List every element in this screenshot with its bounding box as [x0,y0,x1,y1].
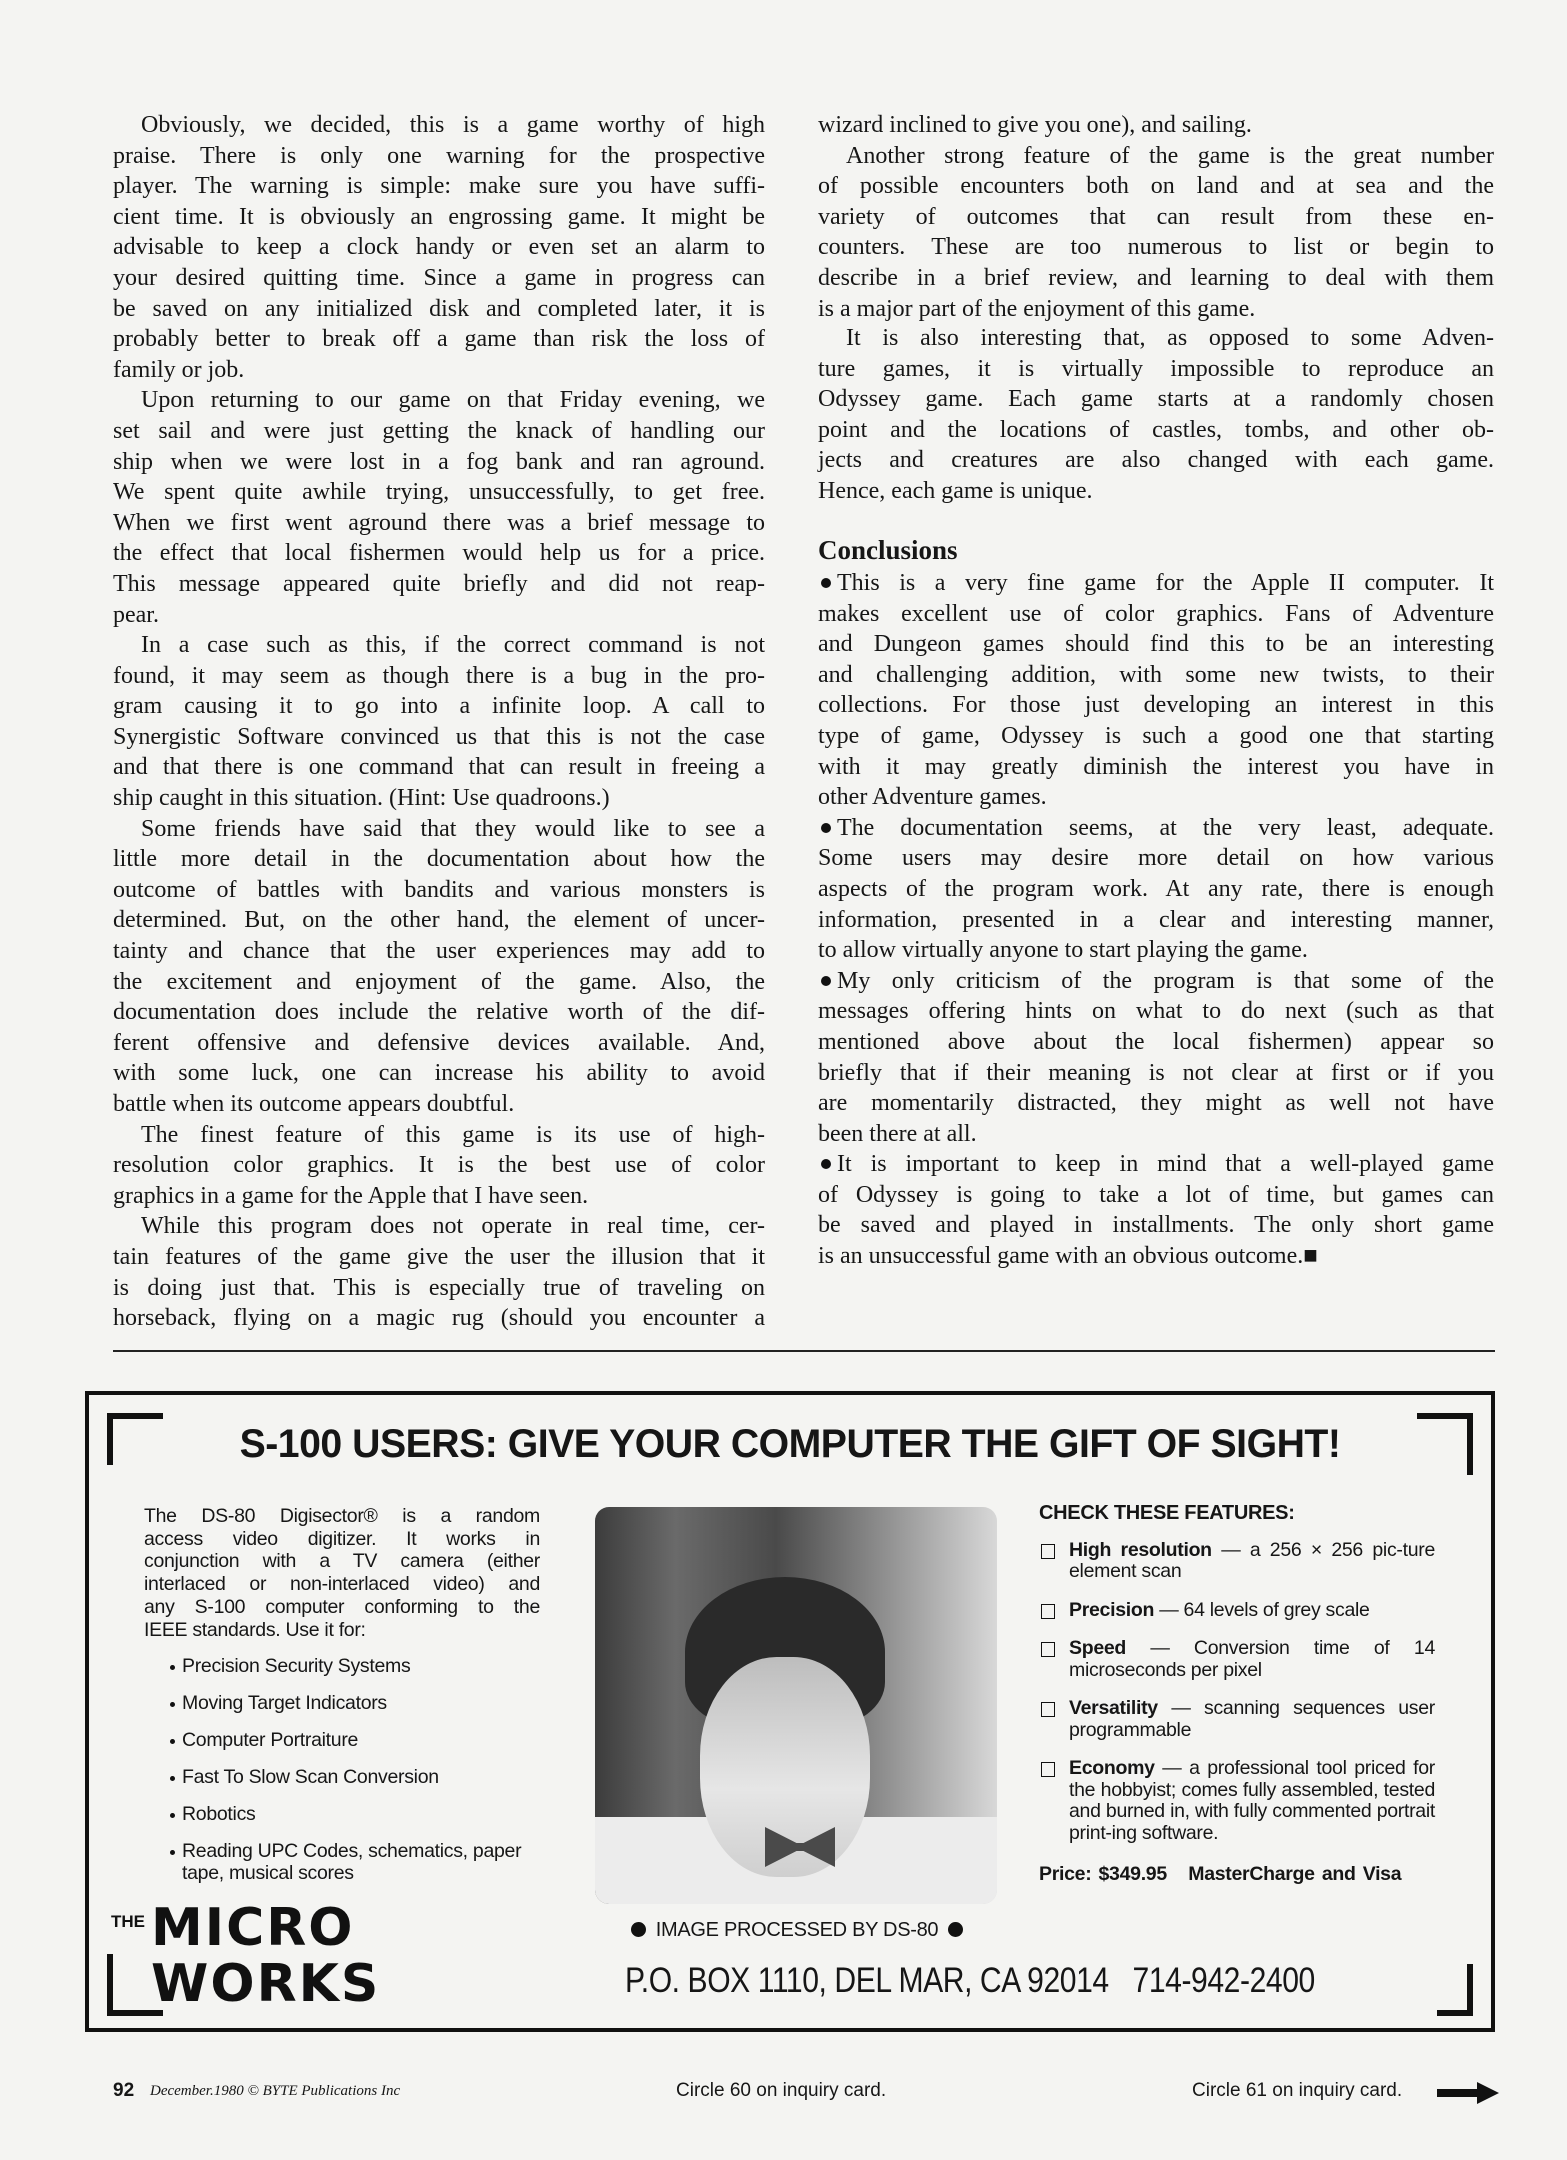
footer-credit: December.1980 © BYTE Publications Inc [150,2083,401,2099]
price-line [1039,1864,1435,1886]
feature-name: Speed [1069,1637,1127,1659]
logo-the: THE [111,1912,145,1931]
text-line: We spent quite awhile trying, unsuccessfully, to get free. [113,479,765,506]
feature-description: — 64 levels of grey scale [1154,1598,1370,1621]
ad-intro [144,1505,540,1899]
text-line: variety of outcomes that can result from these en- [818,203,1494,230]
features-heading: CHECK THESE FEATURES: [1039,1502,1295,1524]
ad-intro-line: access video digitizer. It works in [144,1527,540,1550]
text-line [818,568,1494,599]
use-text: Fast To Slow Scan Conversion [182,1766,439,1789]
text-line: jects and creatures are also changed with each game. [818,447,1494,474]
checkbox-icon [1041,1642,1055,1657]
text-line: determined. But, on the other hand, the element of uncer- [113,907,765,934]
right-column-top [818,110,1494,324]
inquiry-circle-61: Circle 61 on inquiry card. [1192,2080,1403,2101]
price: Price: $349.95 [1039,1863,1167,1885]
section-divider [113,1350,1495,1352]
ad-headline: S-100 USERS: GIVE YOUR COMPUTER THE GIFT OF SIGHT! [239,1422,1341,1466]
feature-description: — scanning sequences user programmable [1069,1697,1435,1741]
conclusions-heading: Conclusions [818,535,958,565]
phone-number: 714-942-2400 [1132,1961,1315,2000]
text-line: counters. These are too numerous to list or begin to [818,234,1494,261]
text-line: wizard inclined to give you one), and sailing. [818,112,1252,138]
use-item [144,1692,540,1714]
text-line: your desired quitting time. Since a game in progress can [113,264,765,291]
text-line: be saved on any initialized disk and completed later, it is [113,295,765,322]
bullet-icon [821,823,831,833]
text-line: found, it may seem as though there is a bug in the pro- [113,662,765,689]
use-item [144,1840,540,1884]
feature-item [1039,1600,1435,1622]
text-line: to allow virtually anyone to start playing the game. [818,937,1308,964]
conclusions-list [818,568,1494,1272]
checkbox-icon [1041,1604,1055,1619]
text-line: graphics in a game for the Apple that I have seen. [113,1182,589,1209]
use-text: Robotics [182,1803,256,1826]
feature-item [1039,1540,1435,1583]
photo-caption [597,1919,997,1942]
checkbox-icon [1041,1544,1055,1559]
arrow-right-icon [1437,2082,1499,2104]
text-line: be saved and played in installments. The only short game [818,1212,1494,1239]
text-line: type of game, Odyssey is such a good one that starting [818,722,1494,749]
bullet-icon [170,1702,175,1707]
text-line: ture games, it is virtually impossible to reproduce an [818,355,1494,382]
bullet-icon [821,976,831,986]
text-line: the effect that local fishermen would help us for a price. [113,540,765,567]
feature-description: — Conversion time of 14 microseconds per pixel [1069,1637,1435,1681]
bullet-icon [170,1813,175,1818]
text-line: of possible encounters both on land and at sea and the [818,173,1494,200]
inquiry-circle-60: Circle 60 on inquiry card. [676,2080,887,2101]
text-line: Some users may desire more detail on how various [818,845,1494,872]
text-line: the excitement and enjoyment of the game. Also, the [113,968,765,995]
text-line: In a case such as this, if the correct command is not [141,632,765,659]
text-line: is an unsuccessful game with an obvious outcome.■ [818,1243,1318,1270]
ad-intro-line: IEEE standards. Use it for: [144,1618,366,1641]
address: P.O. BOX 1110, DEL MAR, CA 92014 [625,1961,1109,2000]
text-line: with it may greatly diminish the interest you have in [818,753,1494,780]
text-line-content: The documentation seems, at the very least, adequate. [837,814,1494,841]
text-line: information, presented in a clear and interesting manner, [818,906,1494,933]
right-column-middle [818,323,1494,507]
text-line: set sail and were just getting the knack of handling our [113,417,765,444]
text-line: is a major part of the enjoyment of this game. [818,295,1256,322]
text-line: been there at all. [818,1120,977,1147]
text-line: When we first went aground there was a brief message to [113,509,765,536]
text-line: gram causing it to go into a infinite loop. A call to [113,693,765,720]
text-line: Obviously, we decided, this is a game worthy of high [141,112,765,138]
text-line: mentioned above about the local fishermen) appear so [818,1028,1494,1055]
text-line: with some luck, one can increase his ability to avoid [113,1060,765,1087]
text-line-content: My only criticism of the program is that some of the [837,967,1494,994]
text-line: tainty and chance that the user experiences may add to [113,938,765,965]
text-line: documentation does include the relative worth of the dif- [113,999,765,1026]
bullet-icon [170,1665,175,1670]
text-line: and that there is one command that can result in freeing a [113,754,765,781]
text-line: Synergistic Software convinced us that this is not the case [113,723,765,750]
text-line: messages offering hints on what to do next (such as that [818,998,1494,1025]
text-line: Odyssey game. Each game starts at a randomly chosen [818,386,1494,413]
text-line: and challenging addition, with some new twists, to their [818,661,1494,688]
micro-works-logo [111,1898,451,2019]
feature-item [1039,1638,1435,1681]
ad-intro-line: any S-100 computer conforming to the [144,1595,540,1618]
text-line: ship caught in this situation. (Hint: Use quadroons.) [113,785,610,812]
text-line [818,966,1494,997]
checkbox-icon [1041,1762,1055,1777]
digitized-portrait-image [595,1507,997,1904]
text-line: player. The warning is simple: make sure you have suffi- [113,173,765,200]
bullet-icon [170,1739,175,1744]
text-line: collections. For those just developing an interest in this [818,692,1494,719]
text-line: ferent offensive and defensive devices available. And, [113,1029,765,1056]
bullet-icon [170,1850,175,1855]
bullet-icon [821,1159,831,1169]
ad-intro-line: interlaced or non-interlaced video) and [144,1573,540,1596]
use-item [144,1766,540,1788]
text-line: It is also interesting that, as opposed to some Adven- [846,325,1494,351]
text-line: ship when we were lost in a fog bank and ran aground. [113,448,765,475]
logo-works: WORKS [151,1954,381,2014]
text-line: makes excellent use of color graphics. Fans of Adventure [818,600,1494,627]
use-item [144,1729,540,1751]
feature-name: Economy [1069,1757,1155,1779]
use-text: Computer Portraiture [182,1729,359,1752]
text-line: aspects of the program work. At any rate, there is enough [818,875,1494,902]
text-line: point and the locations of castles, tombs, and other ob- [818,416,1494,443]
text-line: family or job. [113,356,245,383]
left-column [113,110,765,1334]
ad-intro-line: The DS-80 Digisector® is a random [144,1505,540,1527]
text-line [818,813,1494,844]
feature-name: Precision [1069,1598,1155,1621]
text-line-content: This is a very fine game for the Apple II computer. It [837,570,1494,596]
feature-item [1039,1698,1435,1741]
logo-micro: MICRO [151,1898,355,1958]
bullet-icon [821,578,831,588]
feature-name: Versatility [1069,1697,1158,1719]
payment-methods: MasterCharge and Visa [1188,1863,1402,1885]
feature-description: — a 256 × 256 pic-ture element scan [1069,1538,1435,1582]
text-line-content: It is important to keep in mind that a well-played game [837,1151,1494,1178]
text-line: advisable to keep a clock handy or even set an alarm to [113,234,765,261]
feature-description: — a professional tool priced for the hobbyist; comes fully assembled, tested and burned in, with fully commented portrait print-ing software. [1069,1757,1435,1844]
uses-list [144,1655,540,1884]
use-text: Reading UPC Codes, schematics, paper tape, musical scores [182,1840,522,1885]
page-number: 92 [113,2080,135,2101]
checkbox-icon [1041,1702,1055,1717]
text-line: other Adventure games. [818,784,1047,811]
text-line: cient time. It is obviously an engrossing game. It might be [113,203,765,230]
use-text: Precision Security Systems [182,1655,411,1678]
text-line: battle when its outcome appears doubtful. [113,1091,515,1117]
bullet-icon [170,1776,175,1781]
use-text: Moving Target Indicators [182,1692,387,1715]
text-line: of Odyssey is going to take a lot of time, but games can [818,1181,1494,1208]
text-line: and Dungeon games should find this to be an interesting [818,631,1494,658]
text-line: are momentarily distracted, they might as well not have [818,1090,1494,1117]
text-line: little more detail in the documentation about how the [113,846,765,873]
feature-item [1039,1758,1435,1844]
text-line: praise. There is only one warning for the prospective [113,142,765,169]
advertisement [85,1391,1495,2032]
text-line: Hence, each game is unique. [818,477,1093,504]
text-line: probably better to break off a game than risk the loss of [113,326,765,353]
text-line: briefly that if their meaning is not clear at first or if you [818,1059,1494,1086]
bullet-icon [631,1922,646,1937]
use-item [144,1655,540,1677]
text-line: horseback, flying on a magic rug (should you encounter a [113,1305,765,1332]
caption-text: IMAGE PROCESSED BY DS-80 [655,1919,939,1941]
text-line [818,1149,1494,1180]
ad-intro-line: conjunction with a TV camera (either [144,1550,540,1573]
text-line: outcome of battles with bandits and various monsters is [113,876,765,903]
text-line: pear. [113,601,159,628]
text-line: While this program does not operate in real time, cer- [141,1213,765,1240]
text-line: Another strong feature of the game is the great number [846,142,1494,169]
bullet-icon [948,1922,963,1937]
text-line: The finest feature of this game is its use of high- [141,1121,765,1148]
text-line: This message appeared quite briefly and did not reap- [113,570,765,597]
text-line: Some friends have said that they would like to see a [141,815,765,842]
text-line: Upon returning to our game on that Friday evening, we [141,387,765,414]
contact-line [625,1961,1315,2001]
text-line: tain features of the game give the user the illusion that it [113,1243,765,1270]
corner-bracket-bottom-right [1437,1964,1473,2016]
features-panel [1039,1503,1435,1886]
use-item [144,1803,540,1825]
text-line: resolution color graphics. It is the best use of color [113,1152,765,1179]
text-line: describe in a brief review, and learning to deal with them [818,264,1494,291]
text-line: is doing just that. This is especially true of traveling on [113,1274,765,1301]
feature-name: High resolution [1069,1538,1212,1561]
